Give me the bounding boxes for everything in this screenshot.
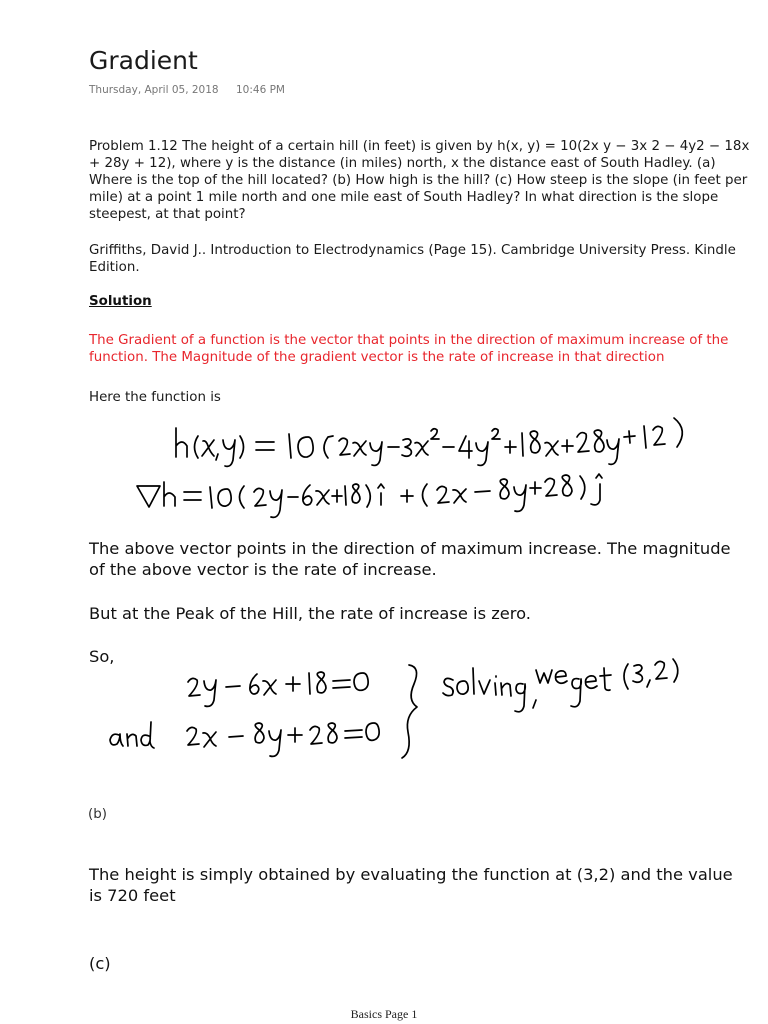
problem-statement: Problem 1.12 The height of a certain hill (in feet) is given by h(x, y) = 10(2x y − 3x 2 − 4y2 − 18x + 28y + 12), where y is the distance (in miles) north, x the distance east of South Hadley. (a) Where is the top of the hill located? (b) How high is the hill? (c) How steep is the slope (in feet per mile) at a point 1 mile north and one mile east of South Hadley? In what direction is the slope steepest, at that point? [89, 139, 750, 222]
gradient-definition: The Gradient of a function is the vector that points in the direction of maximum increase of the function. The Magnitude of the gradient vector is the rate of increase in that direction [89, 333, 729, 365]
page-date: Thursday, April 05, 2018 [89, 84, 219, 96]
page-time: 10:46 PM [236, 84, 285, 96]
page-title: Gradient [89, 46, 198, 75]
function-intro: Here the function is [89, 390, 221, 405]
so-label: So, [89, 647, 115, 666]
citation: Griffiths, David J.. Introduction to Electrodynamics (Page 15). Cambridge University Press. Kindle Edition. [89, 243, 736, 275]
peak-statement: But at the Peak of the Hill, the rate of increase is zero. [89, 604, 531, 623]
vector-explanation: The above vector points in the direction of maximum increase. The magnitude of the above vector is the rate of increase. [89, 539, 731, 579]
height-result: The height is simply obtained by evaluating the function at (3,2) and the value is 720 feet [89, 865, 733, 905]
solution-heading: Solution [89, 294, 152, 309]
part-c-label: (c) [89, 954, 111, 973]
part-b-label: (b) [88, 807, 107, 822]
page-footer: Basics Page 1 [350, 1007, 418, 1021]
